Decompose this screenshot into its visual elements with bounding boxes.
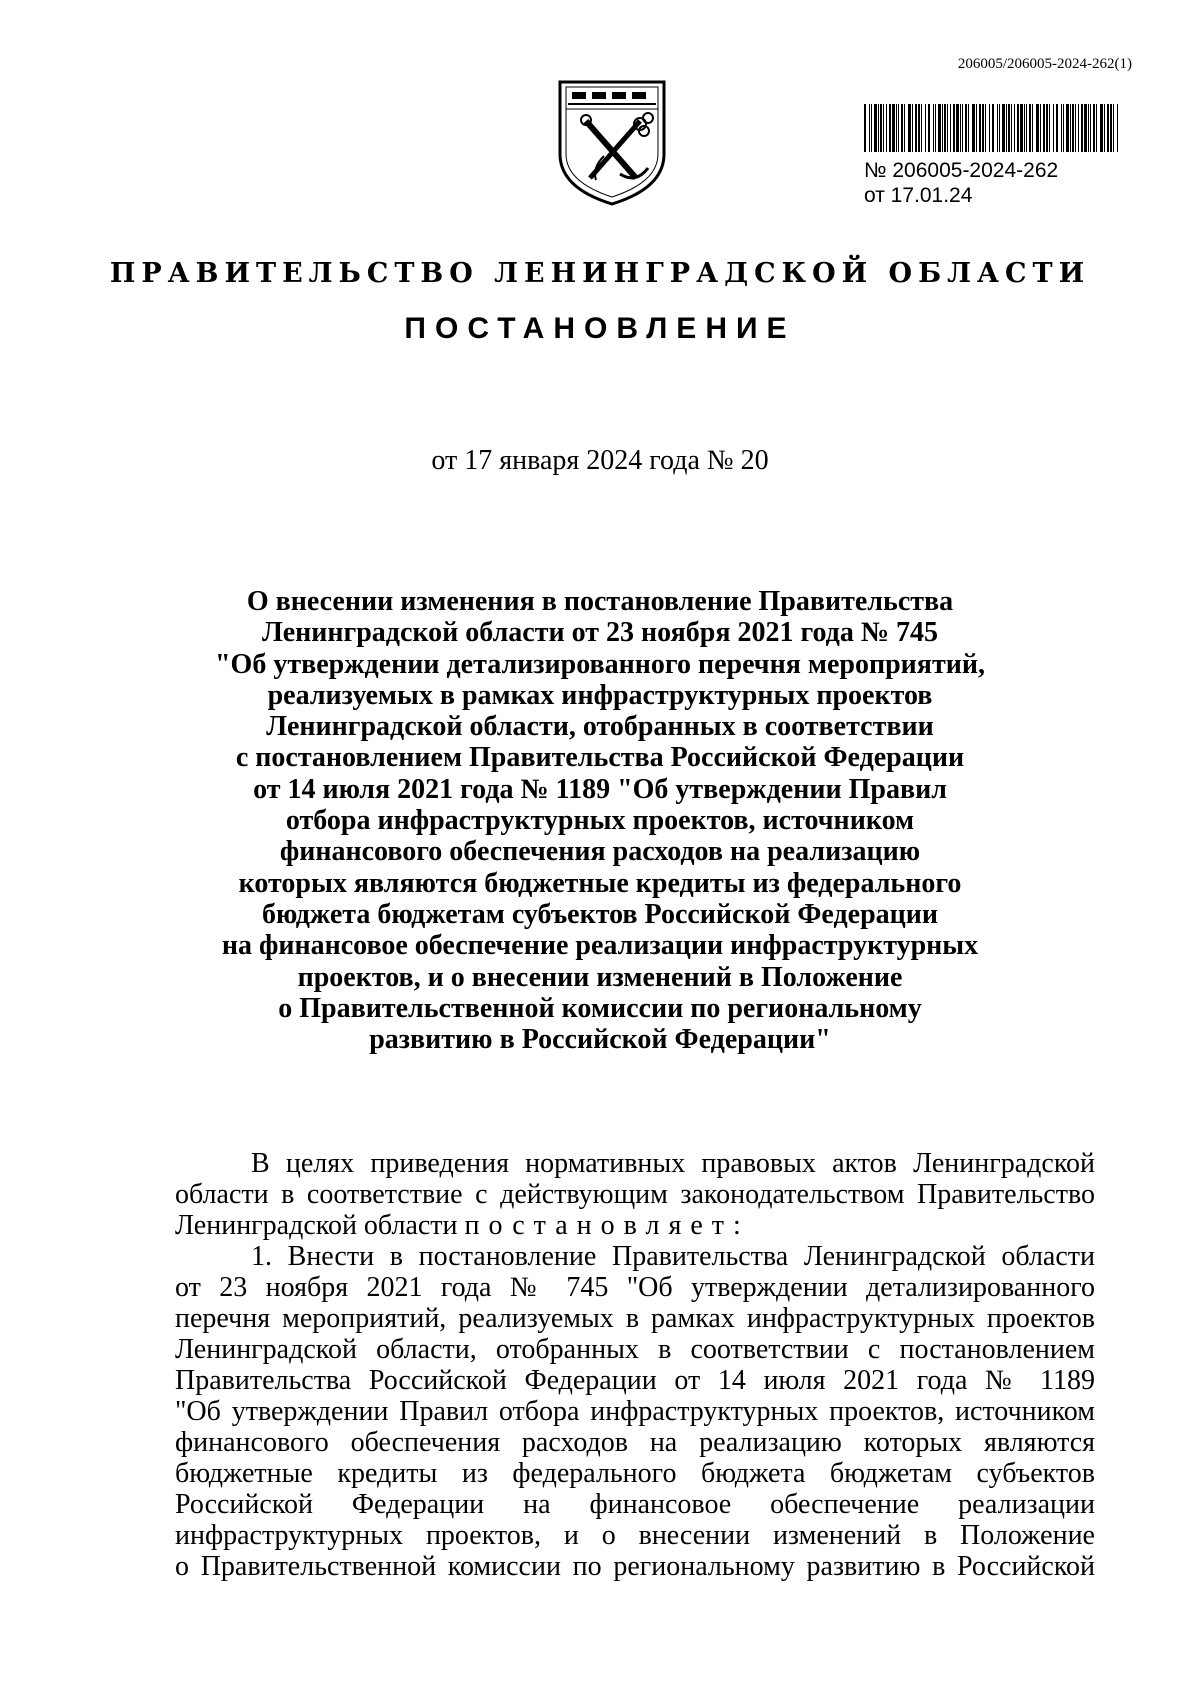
resolution-keyword: постановляет: xyxy=(464,1210,750,1241)
title-line: "Об утверждении детализированного перечня мероприятий, xyxy=(215,648,985,680)
document-title xyxy=(150,586,1050,1055)
title-line: на финансовое обеспечение реализации инфраструктурных xyxy=(221,930,979,962)
barcode-icon xyxy=(862,104,1124,152)
title-line: проектов, и о внесении изменений в Положение xyxy=(297,961,903,993)
body-line: бюджетные кредиты из федерального бюджета бюджетам субъектов xyxy=(175,1458,1095,1489)
body-line: области в соответствие с действующим законодательством Правительство xyxy=(175,1179,1095,1210)
title-line: с постановлением Правительства Российской Федерации xyxy=(235,742,965,774)
title-line: о Правительственной комиссии по региональному xyxy=(278,992,922,1024)
title-line: которых являются бюджетные кредиты из федерального xyxy=(238,867,962,899)
registration-date: от 17.01.24 xyxy=(864,184,973,207)
document-type: ПОСТАНОВЛЕНИЕ xyxy=(404,312,796,345)
organization-name: ПРАВИТЕЛЬСТВО ЛЕНИНГРАДСКОЙ ОБЛАСТИ xyxy=(109,258,1091,289)
title-line: реализуемых в рамках инфраструктурных проектов xyxy=(267,679,933,711)
title-line: развитию в Российской Федерации" xyxy=(369,1024,831,1056)
body-line: Ленинградской области, отобранных в соответствии с постановлением xyxy=(175,1334,1095,1365)
body-line: В целях приведения нормативных правовых актов Ленинградской xyxy=(251,1148,1095,1179)
body-line: Правительства Российской Федерации от 14 июля 2021 года № 1189 xyxy=(175,1365,1095,1396)
body-line xyxy=(175,1210,1095,1241)
body-line: "Об утверждении Правил отбора инфраструктурных проектов, источником xyxy=(175,1396,1095,1427)
registration-number: № 206005-2024-262 xyxy=(864,159,1059,182)
body-line: Российской Федерации на финансовое обеспечение реализации xyxy=(175,1489,1095,1520)
body-line: инфраструктурных проектов, и о внесении изменений в Положение xyxy=(175,1520,1095,1551)
document-body xyxy=(175,1148,1095,1582)
title-line: финансового обеспечения расходов на реализацию xyxy=(279,836,921,868)
body-text: Ленинградской области xyxy=(175,1210,465,1241)
body-line: от 23 ноября 2021 года № 745 "Об утверждении детализированного xyxy=(175,1272,1095,1303)
body-line: перечня мероприятий, реализуемых в рамках инфраструктурных проектов xyxy=(175,1303,1095,1334)
coat-of-arms-icon xyxy=(556,76,668,206)
body-line: финансового обеспечения расходов на реализацию которых являются xyxy=(175,1427,1095,1458)
document-date: от 17 января 2024 года № 20 xyxy=(431,445,769,476)
title-line: отбора инфраструктурных проектов, источником xyxy=(285,805,915,837)
title-line: от 14 июля 2021 года № 1189 "Об утверждении Правил xyxy=(253,773,947,805)
body-line: 1. Внести в постановление Правительства Ленинградской области xyxy=(251,1241,1095,1272)
title-line: О внесении изменения в постановление Правительства xyxy=(246,586,954,617)
registration-block xyxy=(862,104,1124,208)
title-line: бюджета бюджетам субъектов Российской Федерации xyxy=(261,898,939,930)
body-line: о Правительственной комиссии по региональному развитию в Российской xyxy=(175,1551,1095,1582)
title-line: Ленинградской области от 23 ноября 2021 года № 745 xyxy=(262,617,938,649)
title-line: Ленинградской области, отобранных в соответствии xyxy=(266,711,934,743)
document-reference: 206005/206005-2024-262(1) xyxy=(957,56,1132,72)
